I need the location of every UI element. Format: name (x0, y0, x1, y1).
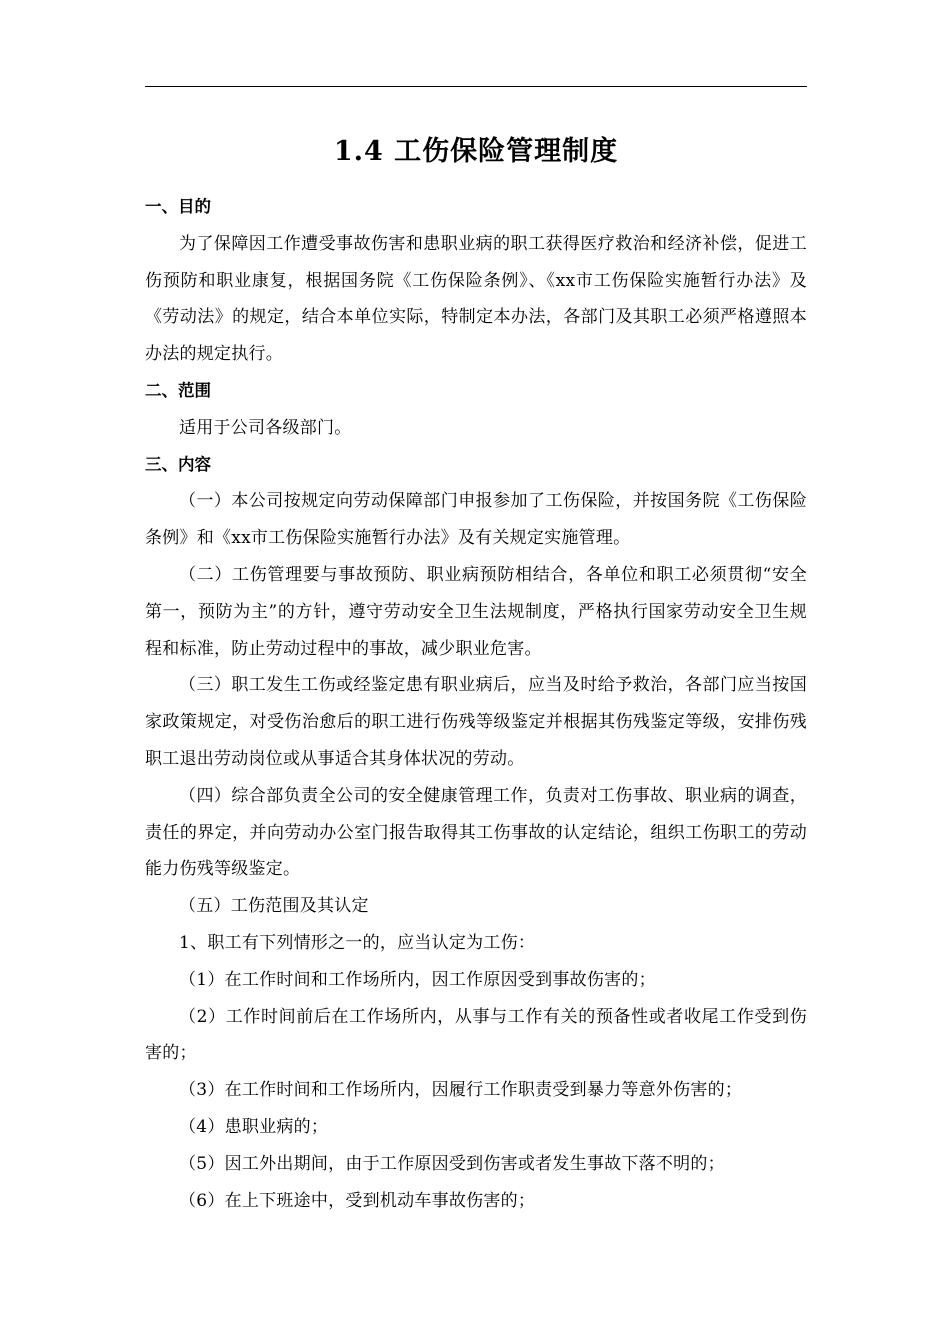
content-paragraph-3: （三）职工发生工伤或经鉴定患有职业病后，应当及时给予救治，各部门应当按国家政策规定，对受伤治愈后的职工进行伤残等级鉴定并根据其伤残鉴定等级，安排伤残职工退出劳动岗位或从事适合其身体状况的劳动。 (145, 675, 807, 769)
injury-criterion-5: （5）因工外出期间，由于工作原因受到伤害或者发生事故下落不明的； (179, 1153, 725, 1174)
injury-criterion-2: （2）工作时间前后在工作场所内，从事与工作有关的预备性或者收尾工作受到伤害的； (145, 1006, 807, 1064)
header-rule (145, 86, 807, 87)
scope-paragraph: 适用于公司各级部门。 (179, 417, 352, 438)
injury-criterion-1: （1）在工作时间和工作场所内，因工作原因受到事故伤害的； (179, 969, 656, 990)
injury-criterion-4: （4）患职业病的； (179, 1116, 329, 1137)
purpose-paragraph: 为了保障因工作遭受事故伤害和患职业病的职工获得医疗救治和经济补偿，促进工伤预防和职业康复，根据国务院《工伤保险条例》、《xx市工伤保险实施暂行办法》及《劳动法》的规定，结合本单位实际，特制定本办法，各部门及其职工必须严格遵照本办法的规定执行。 (145, 233, 807, 365)
document-title: 1.4 工伤保险管理制度 (333, 136, 619, 167)
content-paragraph-1: （一）本公司按规定向劳动保障部门申报参加了工伤保险，并按国务院《工伤保险条例》和《xx市工伤保险实施暂行办法》及有关规定实施管理。 (145, 491, 807, 549)
injury-criterion-6: （6）在上下班途中，受到机动车事故伤害的； (179, 1190, 536, 1211)
document-body (145, 189, 807, 1219)
section-heading-purpose: 一、目的 (145, 197, 211, 216)
content-paragraph-4: （四）综合部负责全公司的安全健康管理工作，负责对工伤事故、职业病的调查，责任的界定，并向劳动办公室门报告取得其工伤事故的认定结论，组织工伤职工的劳动能力伤残等级鉴定。 (145, 785, 807, 880)
injury-criteria-intro: 1、职工有下列情形之一的，应当认定为工伤： (179, 932, 536, 953)
content-paragraph-5: （五）工伤范围及其认定 (179, 896, 369, 917)
section-heading-content: 三、内容 (145, 454, 211, 474)
section-heading-scope: 二、范围 (145, 380, 211, 400)
injury-criterion-3: （3）在工作时间和工作场所内，因履行工作职责受到暴力等意外伤害的； (179, 1080, 743, 1101)
content-paragraph-2: （二）工伤管理要与事故预防、职业病预防相结合，各单位和职工必须贯彻“安全第一，预防为主”的方针，遵守劳动安全卫生法规制度，严格执行国家劳动安全卫生规程和标准，防止劳动过程中的事故，减少职业危害。 (145, 564, 807, 659)
